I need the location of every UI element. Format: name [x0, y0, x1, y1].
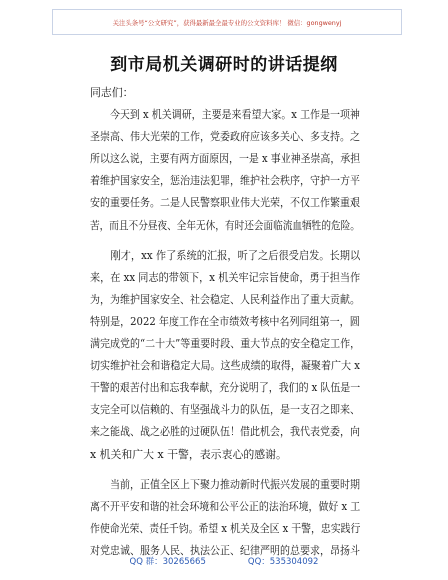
text-line: 对党忠诚、服务人民、执法公正、纪律严明的总要求，昂扬斗 — [90, 543, 360, 557]
paragraph-gap — [90, 237, 360, 245]
text-line: 刚才，xx 作了系统的汇报，听了之后很受启发。长期以 — [110, 248, 361, 262]
paragraph-2 — [90, 245, 360, 466]
text-line: 为，为维护国家安全、社会稳定、人民利益作出了重大贡献。 — [90, 292, 360, 306]
text-line: 今天到 x 机关调研，主要是来看望大家。x 工作是一项神 — [109, 108, 360, 122]
text-line: 离不开平安和谐的社会环境和公平公正的法治环境，做好 x 工 — [90, 499, 361, 513]
text-line: 着维护国家安全，惩治违法犯罪，维护社会秩序，守护一方平 — [90, 174, 360, 188]
qq-group-text: QQ 群：30265665 — [129, 557, 206, 567]
document-title: 到市局机关调研时的讲话提纲 — [110, 55, 338, 75]
document-body — [90, 82, 360, 562]
text-line: 安的重要任务。二是人民警察职业伟大光荣，不仅工作繁重艰 — [90, 196, 360, 210]
paragraph-salutation — [90, 82, 360, 104]
text-line: 来之能战、战之必胜的过硬队伍！借此机会，我代表党委，向 — [90, 425, 360, 439]
text-line: x 机关和广大 x 干警，表示衷心的感谢。 — [90, 447, 287, 461]
text-line: 特别是，2022 年度工作在全市绩效考核中名列同组第一，圆 — [90, 314, 360, 328]
text-line: 当前，正值全区上下聚力推动新时代振兴发展的重要时期 — [110, 477, 360, 491]
text-line: 来，在 xx 同志的带领下，x 机关牢记宗旨使命，勇于担当作 — [90, 270, 361, 284]
contact-footer — [0, 555, 448, 567]
paragraph-3 — [90, 474, 360, 562]
paragraph-1 — [90, 104, 360, 237]
text-line: 所以这么说，主要有两方面原因，一是 x 事业神圣崇高，承担 — [90, 152, 361, 166]
qq-text: QQ：535304092 — [247, 557, 319, 567]
promo-banner: 关注头条号“公文研究”，获得最新最全最专业的公文资料库！ 微信：gongwenyj — [52, 9, 402, 35]
text-line: 满完成党的“二十大”等重要时段、重大节点的安全稳定工作， — [90, 337, 361, 351]
text-line: 切实维护社会和谐稳定大局。这些成绩的取得，凝聚着广大 x — [90, 359, 360, 373]
text-line: 支完全可以信赖的、有坚强战斗力的队伍，是一支召之即来、 — [90, 403, 360, 417]
text-line: 圣崇高、伟大光荣的工作，党委政府应该多关心、多支持。之 — [90, 130, 360, 144]
text-line: 作使命光荣、责任千钧。希望 x 机关及全区 x 干警，忠实践行 — [90, 521, 361, 535]
text-line: 同志们： — [90, 86, 134, 99]
text-line: 苦，而且不分昼夜、全年无休，有时还会面临流血牺牲的危险。 — [90, 218, 360, 232]
paragraph-gap — [90, 466, 360, 474]
text-line: 干警的艰苦付出和忘我奉献，充分说明了，我们的 x 队伍是一 — [90, 381, 361, 395]
